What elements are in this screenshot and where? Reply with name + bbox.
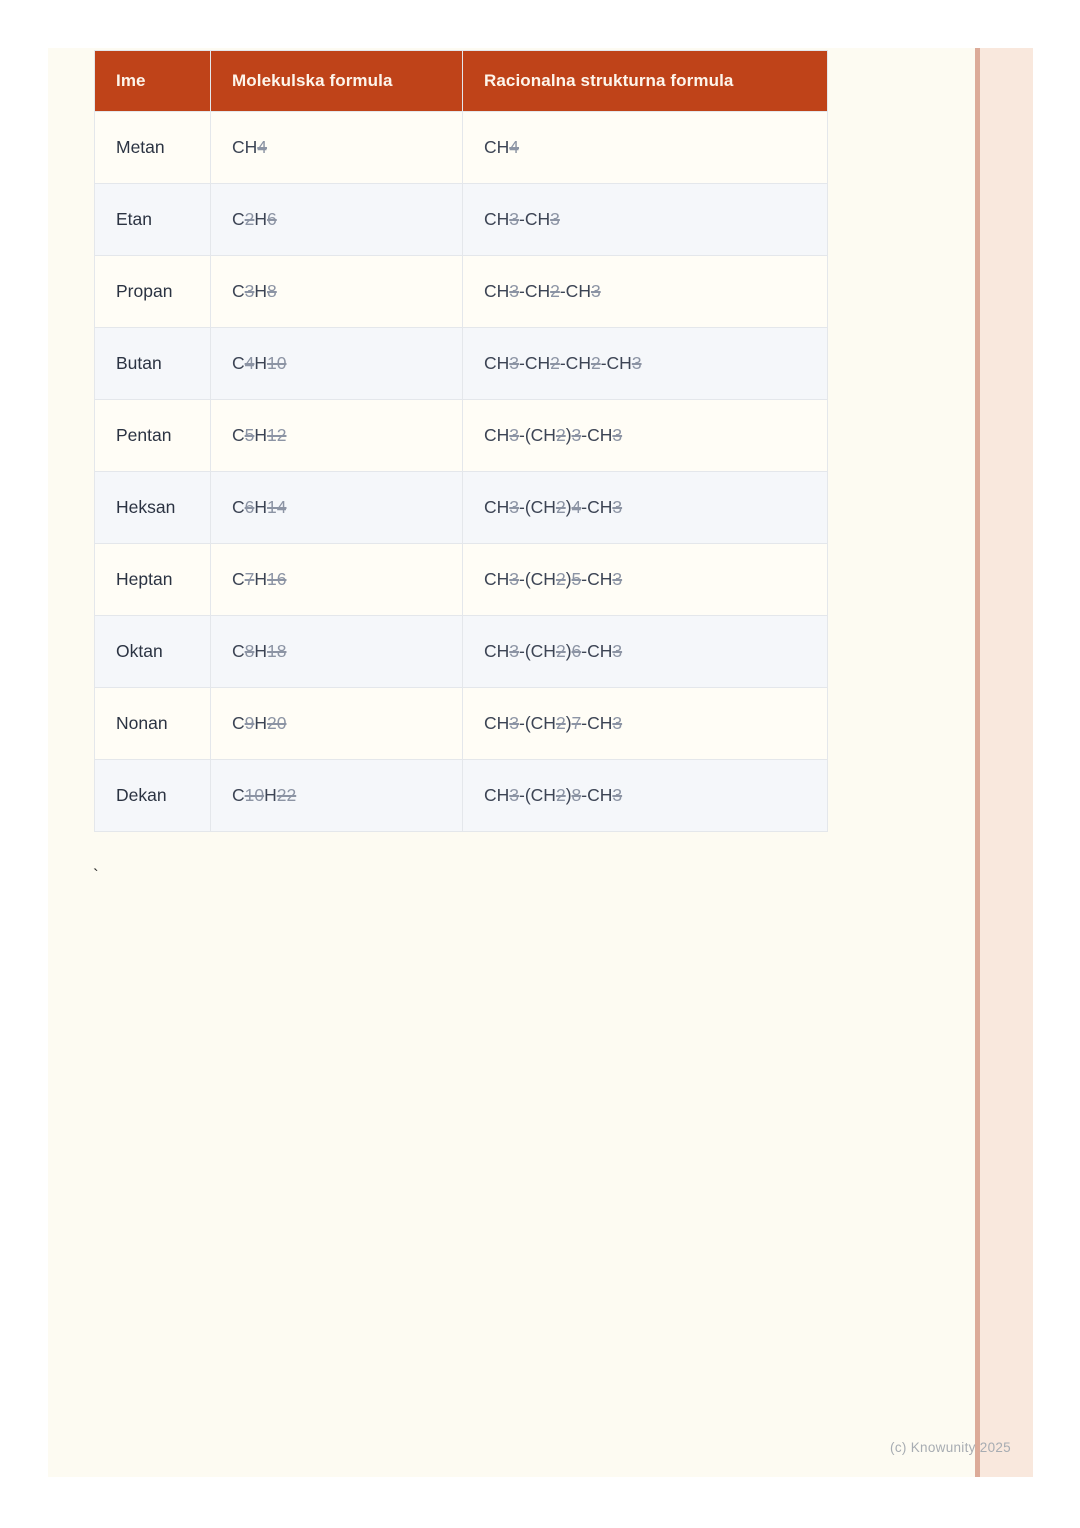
formula-subscript-number: 2 — [244, 209, 255, 229]
molecular-formula-cell: C5H12 — [211, 400, 463, 472]
alkane-name-cell: Oktan — [95, 616, 211, 688]
copyright-watermark: (c) Knowunity 2025 — [890, 1440, 1011, 1455]
formula-subscript-number: 3 — [509, 425, 520, 445]
formula-subscript-number: 3 — [612, 785, 623, 805]
structural-formula-cell: CH3-(CH2)6-CH3 — [463, 616, 828, 688]
formula-subscript-number: 5 — [244, 425, 255, 445]
formula-subscript-number: 3 — [509, 281, 520, 301]
formula-subscript-number: 2 — [555, 569, 566, 589]
table-header-row — [95, 51, 828, 112]
formula-subscript-number: 20 — [267, 713, 287, 733]
molecular-formula-cell: CH4 — [211, 112, 463, 184]
table-row — [95, 328, 828, 400]
structural-formula-cell: CH3-CH2-CH3 — [463, 256, 828, 328]
formula-subscript-number: 3 — [550, 209, 560, 229]
formula-subscript-number: 2 — [555, 425, 566, 445]
formula-subscript-number: 6 — [267, 209, 277, 229]
molecular-formula-cell: C3H8 — [211, 256, 463, 328]
molecular-formula-cell: C8H18 — [211, 616, 463, 688]
formula-subscript-number: 3 — [244, 281, 255, 301]
table-row — [95, 256, 828, 328]
formula-subscript-number: 2 — [550, 281, 560, 301]
formula-subscript-number: 6 — [571, 641, 582, 661]
formula-subscript-number: 8 — [571, 785, 582, 805]
alkanes-table — [94, 50, 828, 832]
alkane-name-cell: Nonan — [95, 688, 211, 760]
formula-subscript-number: 7 — [571, 713, 582, 733]
formula-subscript-number: 3 — [631, 353, 642, 373]
formula-subscript-number: 2 — [550, 353, 560, 373]
formula-subscript-number: 3 — [509, 785, 520, 805]
formula-subscript-number: 3 — [590, 281, 601, 301]
formula-subscript-number: 3 — [509, 209, 520, 229]
molecular-formula-cell: C7H16 — [211, 544, 463, 616]
formula-subscript-number: 3 — [509, 353, 520, 373]
formula-subscript-number: 3 — [612, 713, 623, 733]
structural-formula-cell: CH3-(CH2)4-CH3 — [463, 472, 828, 544]
formula-subscript-number: 4 — [257, 137, 268, 157]
structural-formula-cell: CH3-(CH2)3-CH3 — [463, 400, 828, 472]
structural-formula-cell: CH3-CH3 — [463, 184, 828, 256]
alkane-name-cell: Butan — [95, 328, 211, 400]
formula-subscript-number: 4 — [509, 137, 520, 157]
formula-subscript-number: 9 — [244, 713, 255, 733]
formula-subscript-number: 2 — [555, 785, 566, 805]
stray-backtick-text: ` — [93, 866, 99, 885]
structural-formula-cell: CH3-(CH2)7-CH3 — [463, 688, 828, 760]
formula-subscript-number: 5 — [571, 569, 582, 589]
formula-subscript-number: 14 — [267, 497, 287, 517]
alkane-name-cell: Propan — [95, 256, 211, 328]
alkane-name-cell: Heptan — [95, 544, 211, 616]
formula-subscript-number: 2 — [555, 713, 566, 733]
alkane-name-cell: Heksan — [95, 472, 211, 544]
table-row — [95, 472, 828, 544]
formula-subscript-number: 3 — [612, 425, 623, 445]
formula-subscript-number: 3 — [509, 641, 520, 661]
molecular-formula-cell: C2H6 — [211, 184, 463, 256]
structural-formula-cell: CH3-(CH2)8-CH3 — [463, 760, 828, 832]
formula-subscript-number: 3 — [612, 641, 623, 661]
table-row — [95, 760, 828, 832]
table-row — [95, 544, 828, 616]
molecular-formula-cell: C6H14 — [211, 472, 463, 544]
molecular-formula-cell: C10H22 — [211, 760, 463, 832]
table-row — [95, 184, 828, 256]
formula-subscript-number: 2 — [555, 641, 566, 661]
formula-subscript-number: 4 — [244, 353, 255, 373]
formula-subscript-number: 12 — [267, 425, 287, 445]
formula-subscript-number: 3 — [612, 497, 623, 517]
document-page — [48, 48, 1033, 1477]
molecular-formula-cell: C4H10 — [211, 328, 463, 400]
alkane-name-cell: Metan — [95, 112, 211, 184]
structural-formula-cell: CH3-CH2-CH2-CH3 — [463, 328, 828, 400]
alkane-name-cell: Pentan — [95, 400, 211, 472]
formula-subscript-number: 8 — [267, 281, 277, 301]
formula-subscript-number: 7 — [244, 569, 255, 589]
alkane-name-cell: Dekan — [95, 760, 211, 832]
column-header-molecular-formula: Molekulska formula — [211, 51, 463, 112]
table-row — [95, 400, 828, 472]
formula-subscript-number: 2 — [555, 497, 566, 517]
page-edge-stripe — [975, 48, 1033, 1477]
formula-subscript-number: 10 — [244, 785, 265, 805]
table-row — [95, 112, 828, 184]
table-row — [95, 688, 828, 760]
formula-subscript-number: 4 — [571, 497, 582, 517]
formula-subscript-number: 3 — [571, 425, 582, 445]
formula-subscript-number: 3 — [612, 569, 623, 589]
structural-formula-cell: CH3-(CH2)5-CH3 — [463, 544, 828, 616]
formula-subscript-number: 18 — [267, 641, 287, 661]
structural-formula-cell: CH4 — [463, 112, 828, 184]
formula-subscript-number: 2 — [590, 353, 601, 373]
formula-subscript-number: 3 — [509, 569, 520, 589]
alkane-name-cell: Etan — [95, 184, 211, 256]
column-header-structural-formula: Racionalna strukturna formula — [463, 51, 828, 112]
formula-subscript-number: 10 — [267, 353, 287, 373]
molecular-formula-cell: C9H20 — [211, 688, 463, 760]
formula-subscript-number: 3 — [509, 713, 520, 733]
formula-subscript-number: 16 — [267, 569, 287, 589]
formula-subscript-number: 6 — [244, 497, 255, 517]
formula-subscript-number: 3 — [509, 497, 520, 517]
formula-subscript-number: 22 — [276, 785, 297, 805]
formula-subscript-number: 8 — [244, 641, 255, 661]
table-row — [95, 616, 828, 688]
column-header-ime: Ime — [95, 51, 211, 112]
